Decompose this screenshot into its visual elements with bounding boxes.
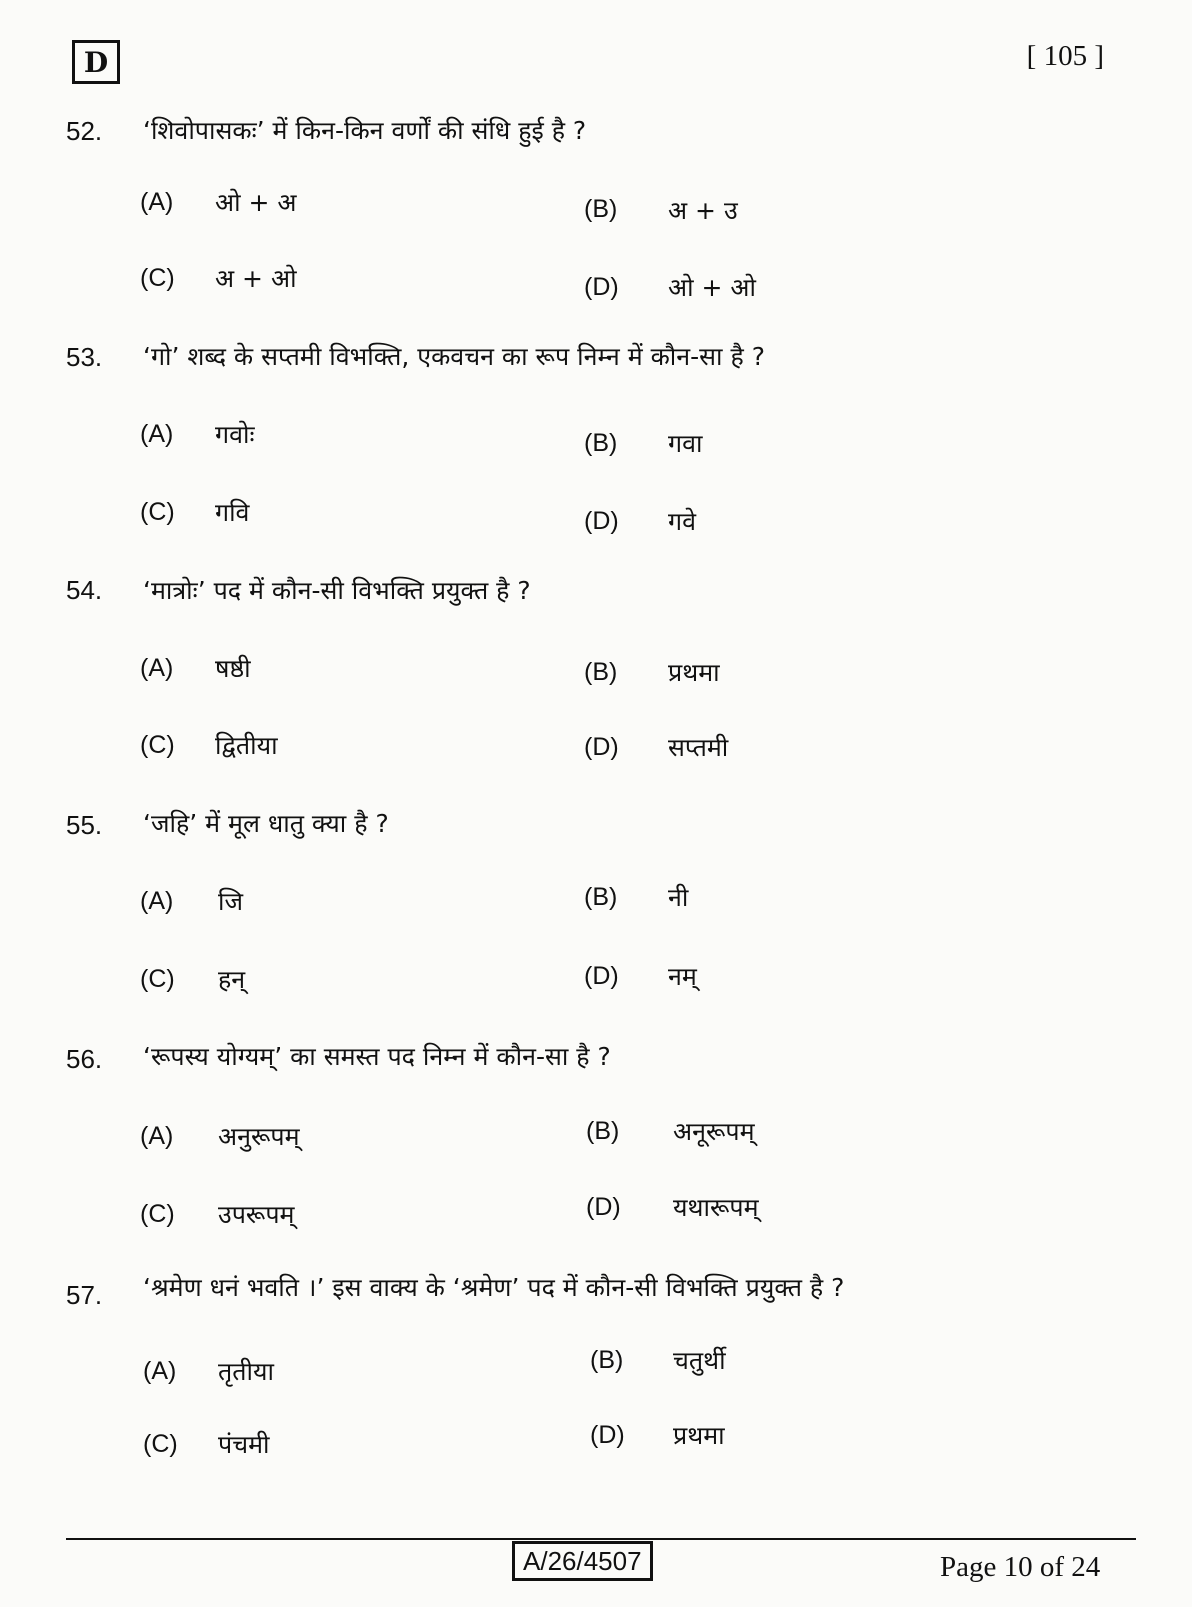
page-number: Page 10 of 24 xyxy=(940,1551,1101,1583)
option-b-text: अ + उ xyxy=(668,196,738,225)
option-c-text: उपरूपम् xyxy=(218,1200,295,1229)
option-c-text: पंचमी xyxy=(218,1430,270,1459)
option-c-text: अ + ओ xyxy=(215,264,297,293)
option-d-letter: (D) xyxy=(584,962,619,990)
option-a-text: अनुरूपम् xyxy=(218,1122,300,1151)
question-number: 55. xyxy=(66,810,103,840)
option-a-text: गवोः xyxy=(215,420,255,449)
option-c-text: हन् xyxy=(218,965,246,994)
question-number: 56. xyxy=(66,1044,103,1074)
option-b-text: अनूरूपम् xyxy=(673,1117,755,1146)
option-d-letter: (D) xyxy=(584,733,619,761)
option-d-text: यथारूपम् xyxy=(673,1193,759,1222)
question-text: ‘जहि’ में मूल धातु क्या है ? xyxy=(143,809,389,838)
option-a-text: तृतीया xyxy=(218,1357,274,1386)
option-b-text: प्रथमा xyxy=(668,658,720,687)
question-text: ‘शिवोपासकः’ में किन-किन वर्णों की संधि हुई है ? xyxy=(143,116,587,145)
option-d-letter: (D) xyxy=(584,273,619,301)
option-c-letter: (C) xyxy=(140,1200,175,1228)
option-b-letter: (B) xyxy=(584,658,618,686)
option-d-letter: (D) xyxy=(586,1193,621,1221)
option-b-letter: (B) xyxy=(584,429,618,457)
option-b-text: चतुर्थी xyxy=(673,1346,726,1375)
option-a-letter: (A) xyxy=(140,654,174,682)
question-text: ‘मात्रोः’ पद में कौन-सी विभक्ति प्रयुक्त है ? xyxy=(143,576,531,605)
option-a-letter: (A) xyxy=(140,188,174,216)
question-text: ‘श्रमेण धनं भवति ।’ इस वाक्य के ‘श्रमेण’ पद में कौन-सी विभक्ति प्रयुक्त है ? xyxy=(143,1273,845,1302)
set-label-box xyxy=(72,40,120,84)
question-number: 52. xyxy=(66,116,103,146)
option-d-letter: (D) xyxy=(590,1421,625,1449)
page-code: [ 105 ] xyxy=(1026,40,1104,72)
option-c-letter: (C) xyxy=(140,965,175,993)
option-b-letter: (B) xyxy=(586,1117,620,1145)
option-a-letter: (A) xyxy=(140,1122,174,1150)
option-c-letter: (C) xyxy=(140,498,175,526)
option-b-text: नी xyxy=(668,883,689,912)
footer-divider xyxy=(66,1538,1136,1540)
option-a-text: जि xyxy=(218,887,244,916)
option-d-text: गवे xyxy=(668,507,696,536)
option-c-letter: (C) xyxy=(140,731,175,759)
option-a-letter: (A) xyxy=(143,1357,177,1385)
option-d-text: सप्तमी xyxy=(668,733,729,762)
option-b-text: गवा xyxy=(668,429,703,458)
question-text: ‘रूपस्य योग्यम्’ का समस्त पद निम्न में कौन-सा है ? xyxy=(143,1042,611,1071)
option-b-letter: (B) xyxy=(584,195,618,223)
option-c-letter: (C) xyxy=(143,1430,178,1458)
option-c-text: गवि xyxy=(215,498,250,527)
option-d-text: नम् xyxy=(668,962,697,991)
question-text: ‘गो’ शब्द के सप्तमी विभक्ति, एकवचन का रूप निम्न में कौन-सा है ? xyxy=(143,342,765,371)
booklet-code: A/26/4507 xyxy=(512,1541,653,1581)
option-d-text: प्रथमा xyxy=(673,1421,725,1450)
option-c-text: द्वितीया xyxy=(215,731,278,760)
option-a-letter: (A) xyxy=(140,887,174,915)
option-d-letter: (D) xyxy=(584,507,619,535)
question-number: 53. xyxy=(66,342,103,372)
option-b-letter: (B) xyxy=(584,883,618,911)
set-label: D xyxy=(83,45,109,79)
option-c-letter: (C) xyxy=(140,264,175,292)
question-number: 54. xyxy=(66,575,103,605)
question-number: 57. xyxy=(66,1280,103,1310)
option-a-text: षष्ठी xyxy=(215,654,251,683)
option-a-text: ओ + अ xyxy=(215,188,297,217)
option-d-text: ओ + ओ xyxy=(668,273,756,302)
option-a-letter: (A) xyxy=(140,420,174,448)
option-b-letter: (B) xyxy=(590,1346,624,1374)
